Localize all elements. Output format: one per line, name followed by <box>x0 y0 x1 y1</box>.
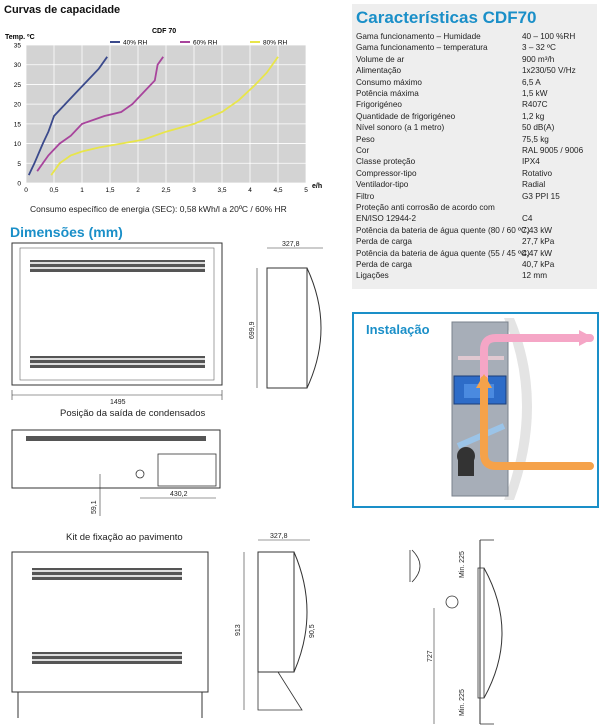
spec-row-value: 4,47 kW <box>522 248 553 258</box>
y-tick-label: 25 <box>13 81 21 89</box>
spec-row-value: Radial <box>522 180 546 190</box>
spec-row-value: 75,5 kg <box>522 134 549 144</box>
spec-row-value: 6,5 A <box>522 77 541 87</box>
spec-row-label: Perda de carga <box>356 260 412 269</box>
side-height-label: 699,9 <box>249 321 256 339</box>
spec-row-label: Potência da bateria de água quente (55 / 45 ºC) <box>356 248 530 258</box>
spec-row-value: 900 m³/h <box>522 54 555 64</box>
spec-row-label: Ventilador-tipo <box>356 180 409 190</box>
spec-row-label: Frigorigéneo <box>356 100 402 110</box>
wall-min-bottom-label: Min. 225 <box>459 689 466 716</box>
spec-row-label: Perda de carga <box>356 237 412 247</box>
spec-row-label: Cor <box>356 146 370 155</box>
x-tick-label: 3,5 <box>217 187 227 194</box>
chart-title: CDF 70 <box>152 28 177 35</box>
x-tick-label: 3 <box>192 187 196 194</box>
cond-height-label: 59,1 <box>91 500 98 514</box>
spec-row-label: Filtro <box>356 191 375 201</box>
front-view-drawing <box>0 238 245 408</box>
spec-row-value: R407C <box>522 100 548 110</box>
spec-row-label: Gama funcionamento – Humidade <box>356 32 481 41</box>
y-tick-label: 30 <box>13 62 21 70</box>
installation-title: Instalação <box>366 322 430 337</box>
spec-row-value: Rotativo <box>522 168 553 178</box>
sec-note: Consumo específico de energia (SEC): 0,58 kWh/l a 20ºC / 60% HR <box>30 204 287 214</box>
spec-row-value: 40 – 100 %RH <box>522 32 576 41</box>
y-tick-label: 5 <box>17 160 21 168</box>
y-tick-label: 35 <box>13 42 21 50</box>
spec-panel <box>352 4 597 289</box>
wall-min-top-label: Min. 225 <box>459 551 466 578</box>
x-tick-label: 4 <box>248 187 252 194</box>
spec-row-value: 27,7 kPa <box>522 237 555 247</box>
spec-row-value: 7,43 kW <box>522 225 553 235</box>
spec-row-label: Quantidade de frigorigéneo <box>356 111 456 121</box>
spec-row-value: 12 mm <box>522 271 548 281</box>
x-tick-label: 0 <box>24 187 28 194</box>
spec-row-value: 1,5 kW <box>522 89 548 98</box>
spec-row-label: EN/ISO 12944-2 <box>356 214 417 224</box>
chart-section-title: Curvas de capacidade <box>4 4 121 16</box>
spec-row-label: Ligações <box>356 271 389 281</box>
spec-row-value: 1x230/50 V/Hz <box>522 66 576 76</box>
spec-row-value: RAL 9005 / 9006 <box>522 146 584 155</box>
cond-offset-label: 430,2 <box>170 491 188 498</box>
installation-box <box>352 312 599 508</box>
spec-row-label: Compressor-tipo <box>356 168 417 178</box>
floor-small-label: 90,5 <box>309 624 316 638</box>
floor-height-label: 913 <box>235 624 242 636</box>
condensate-drawing <box>0 424 230 520</box>
spec-row-value: C4 <box>522 214 533 224</box>
spec-row-label: Alimentação <box>356 66 402 76</box>
x-tick-label: 1 <box>80 187 84 194</box>
floor-kit-front-drawing <box>0 546 225 722</box>
spec-row-value: G3 PPI 15 <box>522 191 560 201</box>
installation-illustration <box>354 314 597 506</box>
spec-row-label: Potência máxima <box>356 89 419 98</box>
x-tick-label: 1,5 <box>105 187 115 194</box>
y-tick-label: 15 <box>13 121 21 129</box>
spec-row-value: 1,2 kg <box>522 111 545 121</box>
spec-row-value: 40,7 kPa <box>522 260 555 269</box>
spec-row-value: IPX4 <box>522 157 540 167</box>
condensate-caption: Posição da saída de condensados <box>60 408 206 419</box>
spec-row-label: Peso <box>356 134 375 144</box>
spec-row-label: Gama funcionamento – temperatura <box>356 43 488 53</box>
legend-label: 80% RH <box>263 39 288 47</box>
side-view-drawing <box>245 238 350 398</box>
spec-row-label: Proteção anti corrosão de acordo com <box>356 203 495 212</box>
side-depth-label: 327,8 <box>282 241 300 248</box>
wall-height-label: 727 <box>427 650 434 662</box>
floor-kit-side-drawing <box>230 530 345 722</box>
wall-installation-drawing <box>400 538 600 726</box>
y-tick-label: 20 <box>13 101 21 109</box>
front-top-grille <box>30 260 205 272</box>
x-tick-label: 2,5 <box>161 187 171 194</box>
x-axis-label: e/h <box>312 183 323 190</box>
legend-label: 40% RH <box>123 39 148 47</box>
dimensions-title: Dimensões (mm) <box>10 224 123 240</box>
spec-row-label: Potência da bateria de água quente (80 / 60 ºC) <box>356 225 530 235</box>
x-tick-label: 5 <box>304 187 308 194</box>
spec-row-label: Consumo máximo <box>356 77 422 87</box>
legend-label: 60% RH <box>193 39 218 47</box>
floor-kit-caption: Kit de fixação ao pavimento <box>66 532 183 543</box>
spec-row-value: 3 – 32 ºC <box>522 43 556 53</box>
front-width-label: 1495 <box>110 399 126 406</box>
y-tick-label: 10 <box>13 141 21 149</box>
x-tick-label: 4,5 <box>273 187 283 194</box>
spec-row-label: Volume de ar <box>356 54 405 64</box>
y-tick-label: 0 <box>17 180 21 188</box>
spec-row-label: Nível sonoro (a 1 metro) <box>356 123 445 133</box>
front-bottom-grille <box>30 356 205 368</box>
x-tick-label: 0,5 <box>49 187 59 194</box>
spec-row-value: 50 dB(A) <box>522 123 555 133</box>
y-axis-label: Temp. ºC <box>5 34 35 41</box>
plot-area <box>14 43 308 195</box>
x-tick-label: 2 <box>136 187 140 194</box>
capacity-chart <box>0 20 345 200</box>
spec-row-label: Classe proteção <box>356 157 416 167</box>
floor-depth-label: 327,8 <box>270 533 288 540</box>
spec-title: Características CDF70 <box>356 8 537 27</box>
